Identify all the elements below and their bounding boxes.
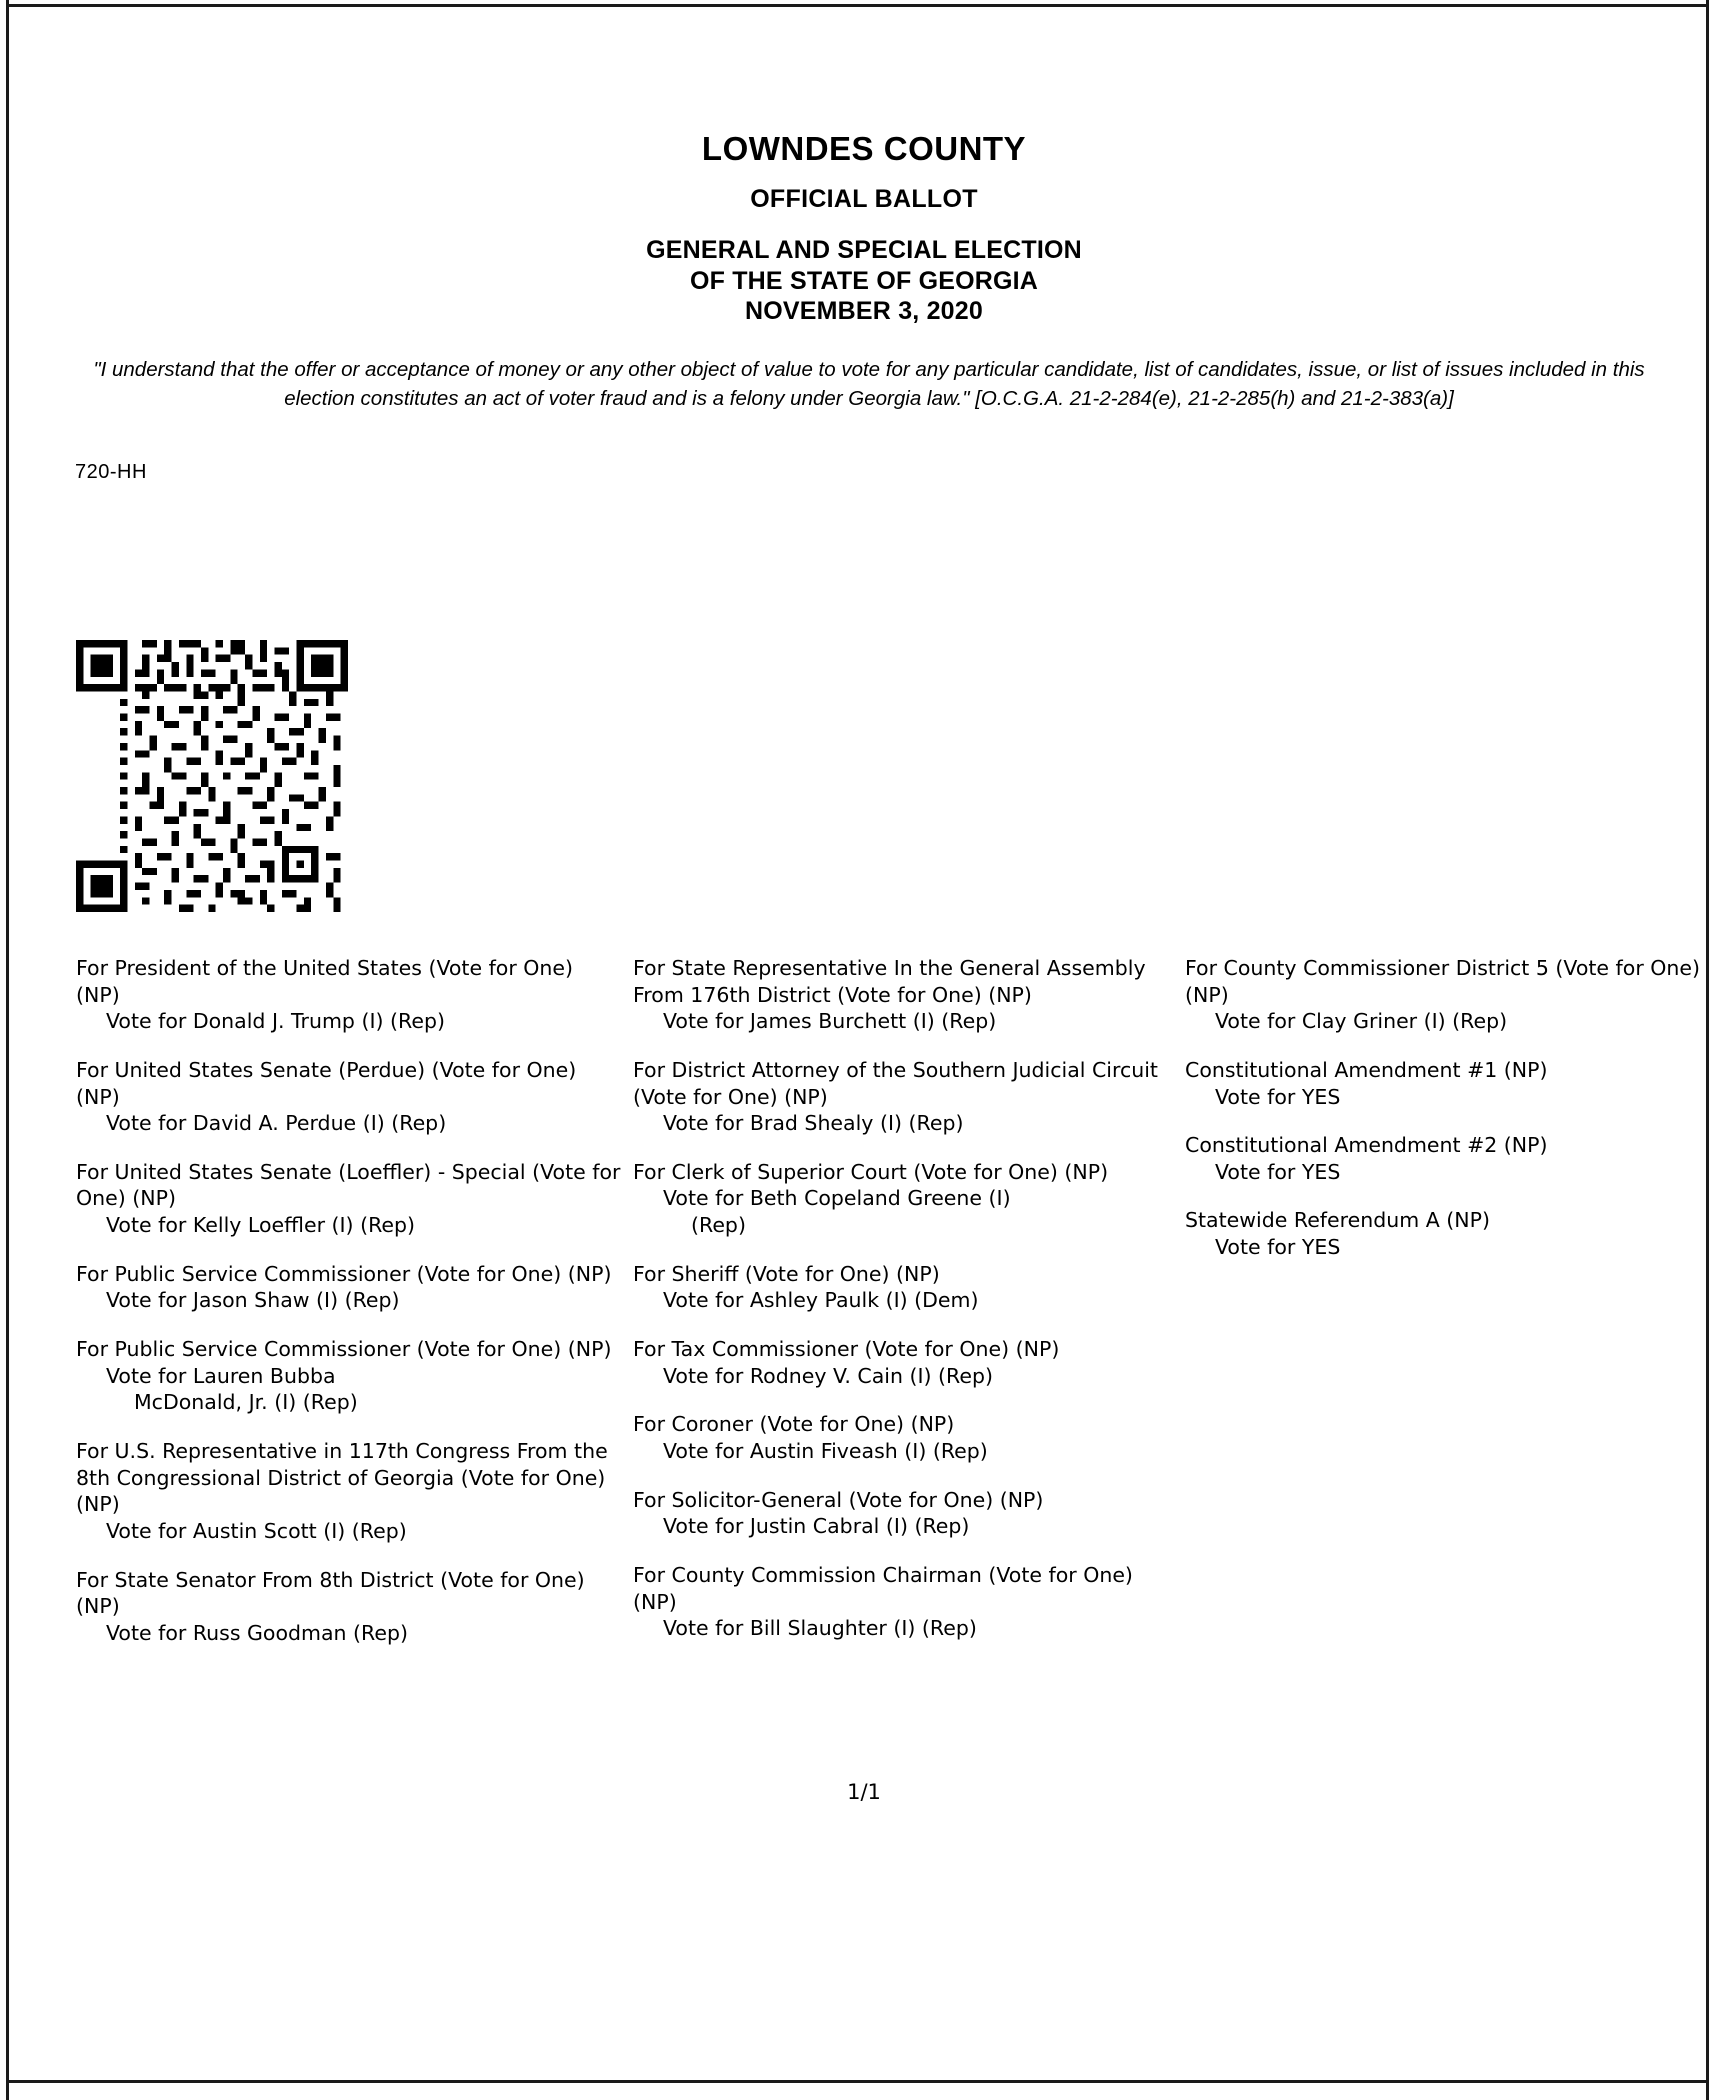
- contest-title: For Clerk of Superior Court (Vote for One) (NP): [633, 1159, 1109, 1184]
- contest-president: [76, 955, 621, 1035]
- contest-column-3: [1185, 955, 1715, 1668]
- contest-title: For State Senator From 8th District (Vote for One) (NP): [76, 1567, 585, 1619]
- contest-choice: Vote for Austin Scott (I) (Rep): [106, 1518, 407, 1543]
- qr-code-svg: [76, 640, 348, 912]
- contest-choice: Vote for Beth Copeland Greene (I): [663, 1186, 1011, 1211]
- contest-title: Constitutional Amendment #2 (NP): [1185, 1133, 1548, 1158]
- election-date: NOVEMBER 3, 2020: [744, 297, 983, 325]
- contest-title: For United States Senate (Loeffler) - Special (Vote for One) (NP): [76, 1159, 621, 1211]
- contest-title: For United States Senate (Perdue) (Vote for One) (NP): [76, 1057, 577, 1109]
- contest-choice: Vote for James Burchett (I) (Rep): [663, 1009, 997, 1034]
- election-title-line2: OF THE STATE OF GEORGIA: [689, 266, 1039, 295]
- scan-edge-bottom: [6, 2080, 1708, 2083]
- contest-title: For Sheriff (Vote for One) (NP): [633, 1261, 940, 1286]
- contest-choice-continued: (Rep): [691, 1213, 746, 1238]
- contest-psc-shaw: [76, 1261, 621, 1314]
- contest-state-senator: [76, 1567, 621, 1647]
- official-ballot-label: OFFICIAL BALLOT: [750, 185, 978, 213]
- contest-choice: Vote for Rodney V. Cain (I) (Rep): [663, 1363, 993, 1388]
- contest-choice: Vote for David A. Perdue (I) (Rep): [106, 1111, 447, 1136]
- election-title-line1: GENERAL AND SPECIAL ELECTION: [646, 236, 1082, 264]
- contest-title: For Tax Commissioner (Vote for One) (NP): [633, 1337, 1060, 1362]
- contest-choice: Vote for Bill Slaughter (I) (Rep): [663, 1616, 977, 1641]
- contest-constitutional-amendment-2: [1185, 1132, 1715, 1185]
- contest-sheriff: [633, 1261, 1178, 1314]
- contest-choice: Vote for Donald J. Trump (I) (Rep): [106, 1009, 445, 1034]
- contest-constitutional-amendment-1: [1185, 1057, 1715, 1110]
- contest-title: For U.S. Representative in 117th Congress From the 8th Congressional District of Georgia (Vote for One) (NP): [76, 1438, 608, 1517]
- contest-coroner: [633, 1411, 1178, 1464]
- contest-choice: Vote for Kelly Loeffler (I) (Rep): [106, 1213, 416, 1238]
- contest-choice-continued: McDonald, Jr. (I) (Rep): [134, 1390, 358, 1415]
- contest-column-2: [633, 955, 1178, 1668]
- contest-title: For Public Service Commissioner (Vote for One) (NP): [76, 1261, 612, 1286]
- contest-us-senate-perdue: [76, 1057, 621, 1137]
- ballot-style-code: 720-HH: [75, 460, 147, 483]
- contest-title: For Solicitor-General (Vote for One) (NP): [633, 1487, 1044, 1512]
- contest-choice: Vote for YES: [1215, 1159, 1341, 1184]
- contest-columns: [0, 955, 1728, 1668]
- contest-title: For County Commission Chairman (Vote for One) (NP): [633, 1562, 1133, 1614]
- contest-title: Constitutional Amendment #1 (NP): [1185, 1057, 1548, 1082]
- contest-clerk-superior-court: [633, 1159, 1178, 1239]
- contest-choice: Vote for Lauren Bubba: [106, 1363, 336, 1388]
- contest-choice: Vote for Brad Shealy (I) (Rep): [663, 1111, 964, 1136]
- county-title: LOWNDES COUNTY: [701, 130, 1027, 167]
- contest-title: For District Attorney of the Southern Judicial Circuit (Vote for One) (NP): [633, 1057, 1158, 1109]
- contest-title: For County Commissioner District 5 (Vote for One) (NP): [1185, 956, 1701, 1007]
- contest-us-senate-loeffler: [76, 1159, 621, 1239]
- contest-tax-commissioner: [633, 1336, 1178, 1389]
- contest-choice: Vote for Ashley Paulk (I) (Dem): [663, 1288, 979, 1313]
- contest-title: For President of the United States (Vote for One) (NP): [76, 956, 574, 1007]
- contest-choice: Vote for Austin Fiveash (I) (Rep): [663, 1438, 988, 1463]
- contest-us-representative: [76, 1438, 621, 1545]
- contest-district-attorney: [633, 1057, 1178, 1137]
- contest-choice: Vote for Jason Shaw (I) (Rep): [106, 1288, 400, 1313]
- ballot-header: [0, 130, 1728, 327]
- contest-choice: Vote for Clay Griner (I) (Rep): [1215, 1009, 1508, 1034]
- contest-title: For Coroner (Vote for One) (NP): [633, 1412, 955, 1437]
- contest-title: Statewide Referendum A (NP): [1185, 1208, 1490, 1233]
- contest-statewide-referendum-a: [1185, 1207, 1715, 1260]
- qr-code-icon: [76, 640, 348, 912]
- contest-county-commission-chairman: [633, 1562, 1178, 1642]
- election-title: [0, 235, 1728, 327]
- contest-title: For State Representative In the General Assembly From 176th District (Vote for One) (NP): [633, 956, 1146, 1007]
- contest-column-1: [76, 955, 621, 1668]
- contest-state-representative: [633, 955, 1178, 1035]
- contest-choice: Vote for Justin Cabral (I) (Rep): [663, 1514, 970, 1539]
- page-number: 1/1: [847, 1780, 881, 1804]
- contest-choice: Vote for YES: [1215, 1235, 1341, 1260]
- voter-oath-text: "I understand that the offer or acceptance of money or any other object of value to vote for any particular candidate, list of candidates, issue, or list of issues included in this election constitutes an act of voter fraud and is a felony under Georgia law." [O.C.G.A. 21-2-284(e), 21-2-285(h) and 21-2-383(a)]: [93, 357, 1645, 410]
- contest-county-commissioner-district-5: [1185, 955, 1715, 1035]
- contest-choice: Vote for YES: [1215, 1084, 1341, 1109]
- contest-psc-mcdonald: [76, 1336, 621, 1416]
- contest-title: For Public Service Commissioner (Vote for One) (NP): [76, 1337, 612, 1362]
- contest-solicitor-general: [633, 1487, 1178, 1540]
- contest-choice: Vote for Russ Goodman (Rep): [106, 1620, 409, 1645]
